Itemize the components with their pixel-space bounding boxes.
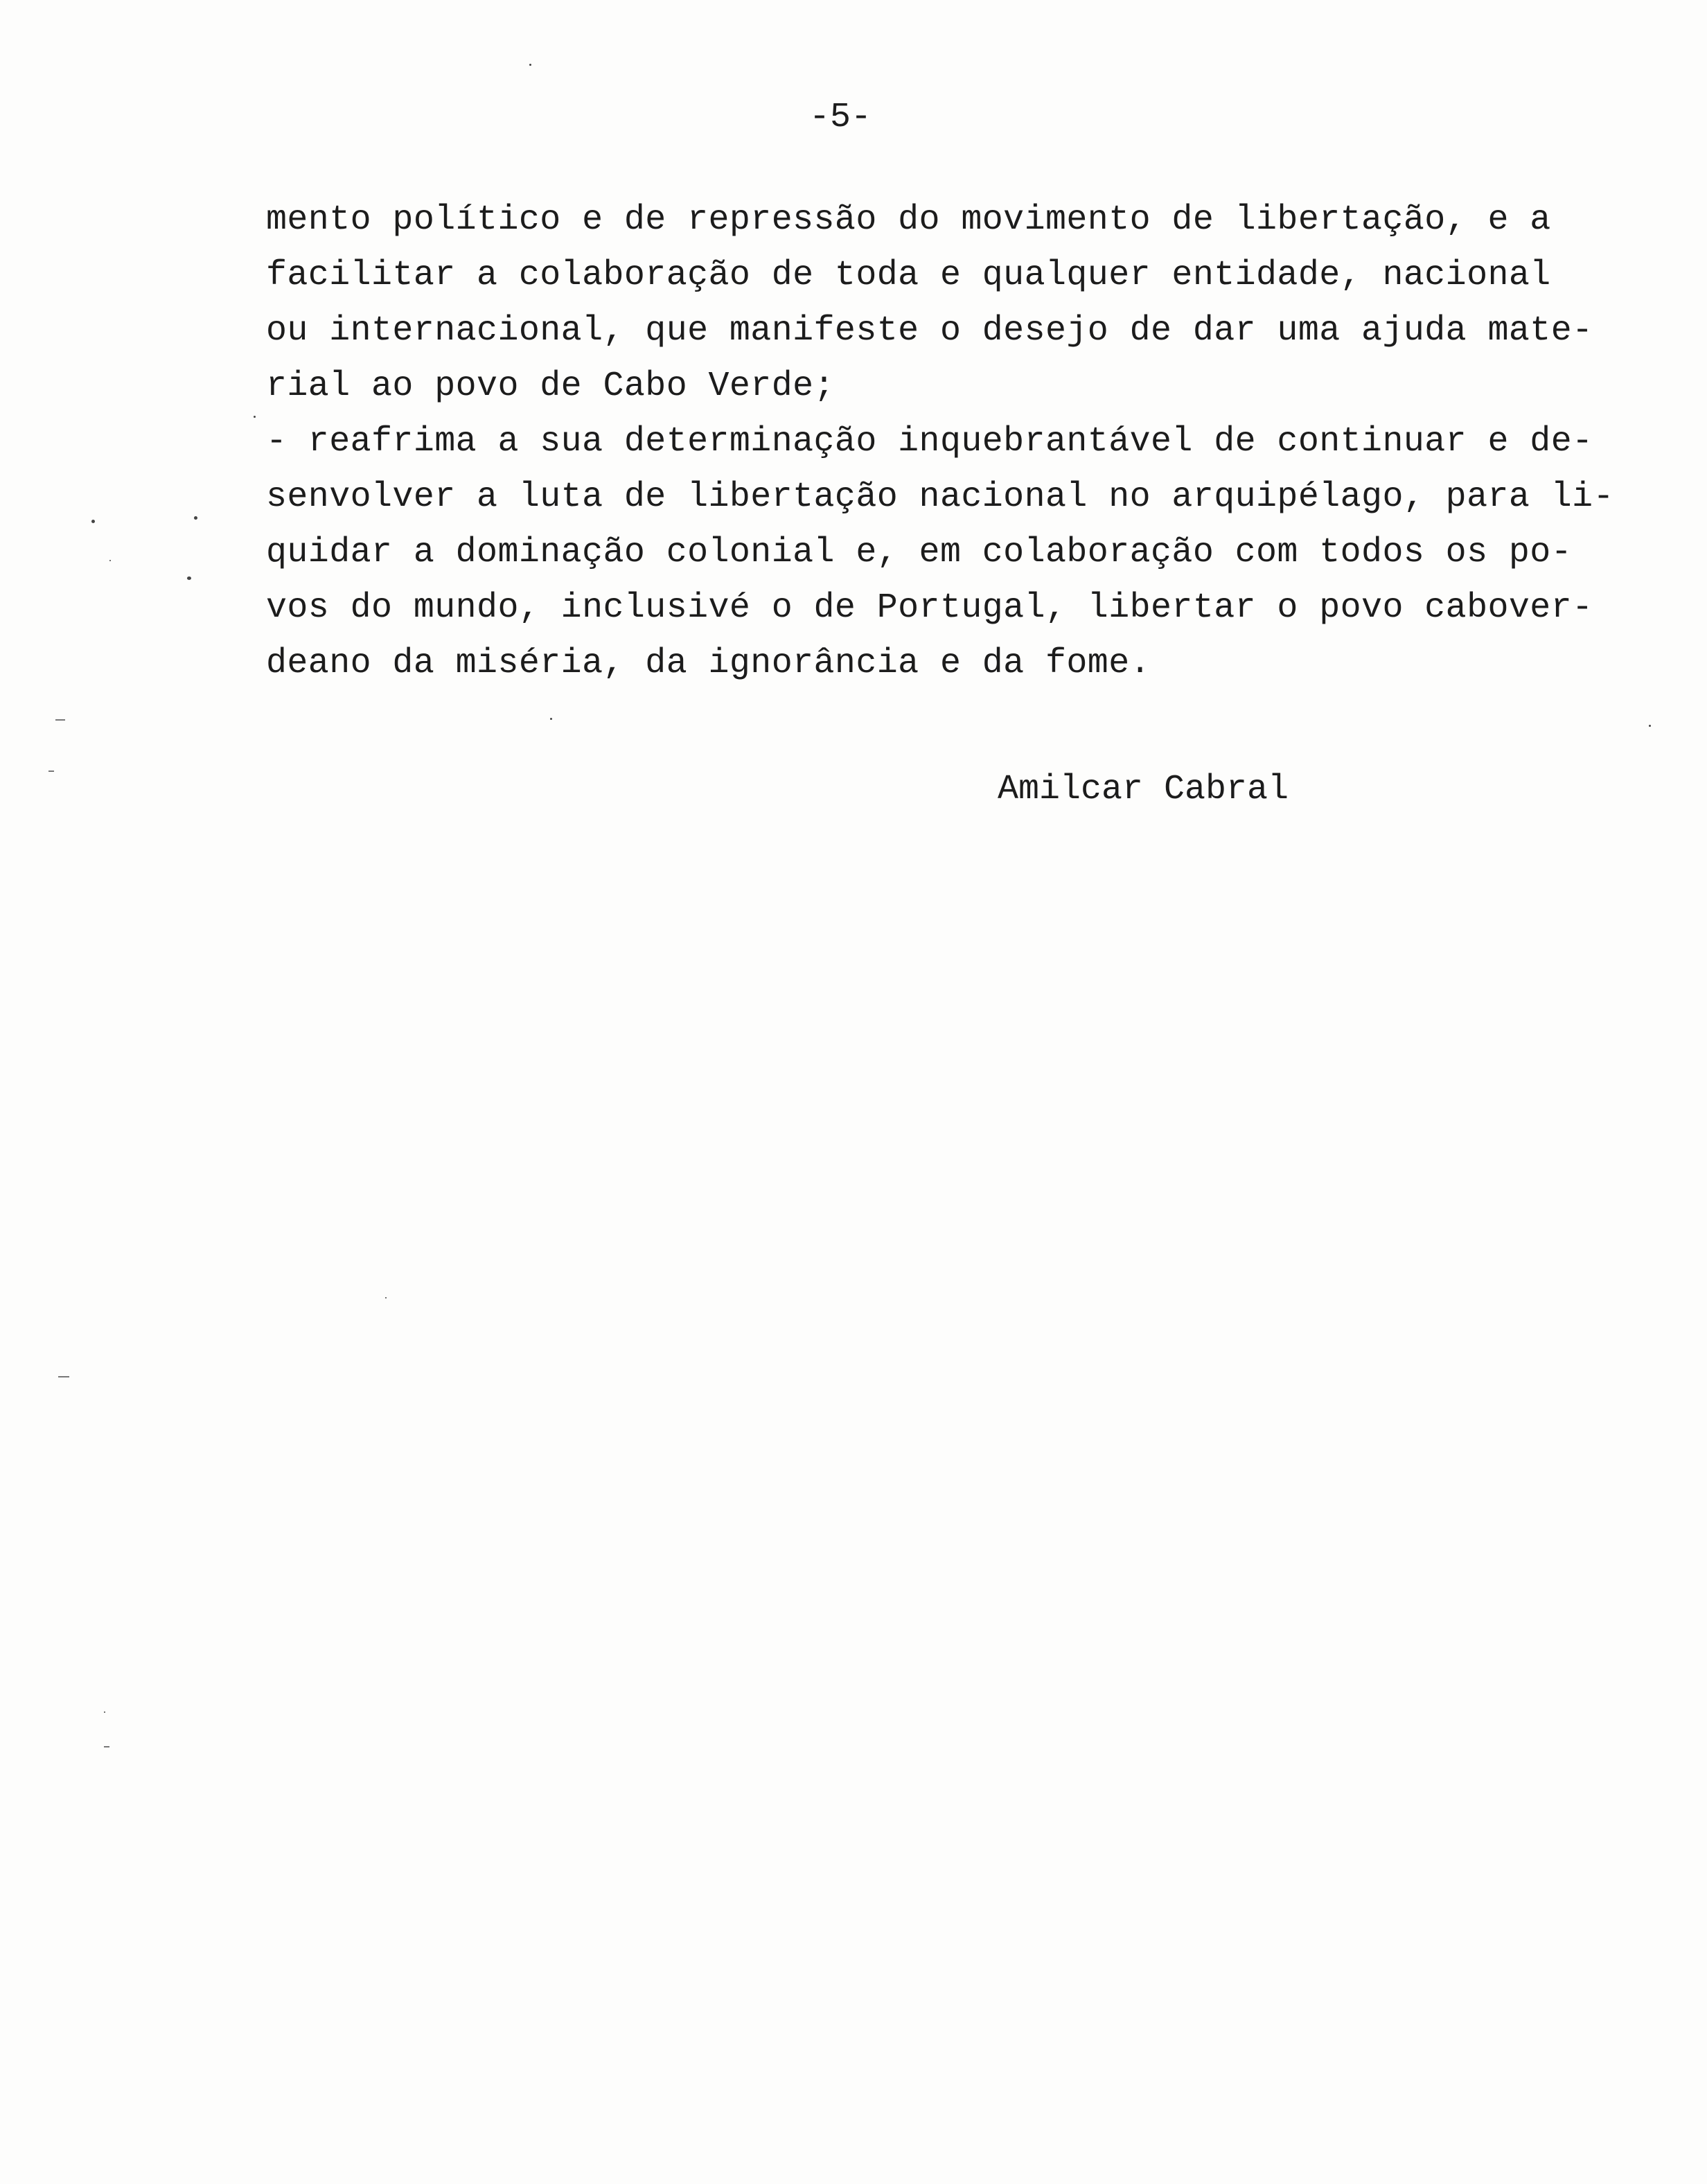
page-number: -5- <box>809 98 872 137</box>
scan-speck <box>104 1711 105 1713</box>
text-line: deano da miséria, da ignorância e da fome. <box>266 644 1151 683</box>
text-line: senvolver a luta de libertação nacional no arquipélago, para li- <box>266 477 1614 517</box>
text-line: vos do mundo, inclusivé o de Portugal, libertar o povo cabover- <box>266 588 1593 628</box>
text-line: quidar a dominação colonial e, em colaboração com todos os po- <box>266 533 1573 572</box>
text-line: rial ao povo de Cabo Verde; <box>266 367 835 406</box>
text-line: facilitar a colaboração de toda e qualquer entidade, nacional <box>266 256 1551 295</box>
scan-speck <box>1649 725 1651 727</box>
scan-speck <box>187 576 191 580</box>
scan-speck <box>194 516 197 520</box>
scan-speck <box>91 520 95 523</box>
signature-name: Amilcar Cabral <box>998 770 1289 809</box>
text-line: - reafrima a sua determinação inquebrantável de continuar e de- <box>266 422 1593 461</box>
scan-speck <box>109 560 111 561</box>
body-paragraph <box>266 193 1614 692</box>
scan-mark <box>58 1376 69 1377</box>
text-line: ou internacional, que manifeste o desejo de dar uma ajuda mate- <box>266 311 1593 351</box>
scan-speck <box>550 718 552 720</box>
scan-speck <box>254 416 256 418</box>
scan-mark <box>48 770 54 772</box>
scan-mark <box>55 719 65 721</box>
scan-mark <box>104 1746 109 1747</box>
scan-speck <box>385 1297 387 1298</box>
scan-speck <box>529 64 531 66</box>
text-line: mento político e de repressão do movimento de libertação, e a <box>266 200 1551 240</box>
